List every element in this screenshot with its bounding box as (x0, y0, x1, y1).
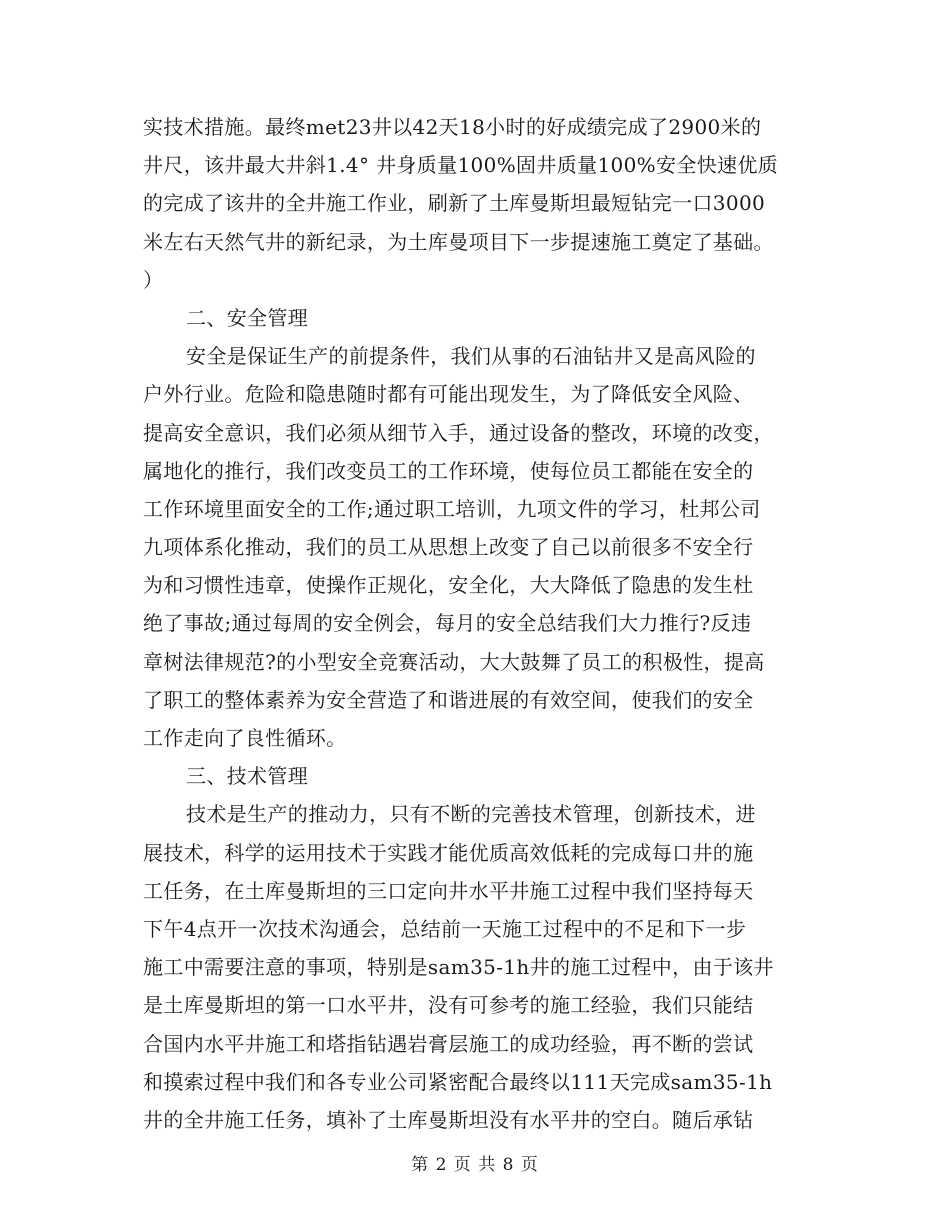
page-number-footer: 第 2 页 共 8 页 (411, 1155, 539, 1175)
text-line: 米左右天然气井的新纪录，为土库曼项目下一步提速施工奠定了基础。 (143, 229, 774, 254)
text-line: 是土库曼斯坦的第一口水平井，没有可参考的施工经验，我们只能结 (143, 993, 754, 1018)
text-line: 和摸索过程中我们和各专业公司紧密配合最终以111天完成sam35-1h (143, 1069, 773, 1094)
text-line: 合国内水平井施工和塔指钻遇岩膏层施工的成功经验，再不断的尝试 (143, 1031, 754, 1056)
text-line: 了职工的整体素养为安全营造了和谐进展的有效空间，使我们的安全 (143, 687, 754, 712)
text-line: 为和习惯性违章，使操作正规化，安全化，大大降低了隐患的发生杜 (143, 573, 754, 598)
text-line: 井尺，该井最大井斜1.4° 井身质量100%固井质量100%安全快速优质 (143, 153, 779, 178)
text-line: 工任务，在土库曼斯坦的三口定向井水平井施工过程中我们坚持每天 (143, 878, 754, 903)
text-line: 绝了事故;通过每周的安全例会，每月的安全总结我们大力推行?反违 (143, 611, 752, 636)
text-line: 工作环境里面安全的工作;通过职工培训，九项文件的学习，杜邦公司 (143, 496, 761, 521)
text-line: 九项体系化推动，我们的员工从思想上改变了自己以前很多不安全行 (143, 535, 754, 560)
paragraph-start-line: 安全是保证生产的前提条件，我们从事的石油钻井又是高风险的 (186, 344, 756, 369)
text-line: 施工中需要注意的事项，特别是sam35-1h井的施工过程中，由于该井 (143, 955, 774, 980)
text-line: 的完成了该井的全井施工作业，刷新了土库曼斯坦最短钻完一口3000 (143, 191, 766, 216)
text-line: 户外行业。危险和隐患随时都有可能出现发生，为了降低安全风险、 (143, 382, 754, 407)
text-line: 展技术，科学的运用技术于实践才能优质高效低耗的完成每口井的施 (143, 840, 754, 865)
text-line: 提高安全意识，我们必须从细节入手，通过设备的整改，环境的改变， (143, 420, 774, 445)
text-line: 章树法律规范?的小型安全竞赛活动，大大鼓舞了员工的积极性，提高 (143, 649, 765, 674)
text-line: 实技术措施。最终met23井以42天18小时的好成绩完成了2900米的 (143, 115, 762, 139)
paragraph-start-line: 技术是生产的推动力，只有不断的完善技术管理，创新技术，进 (186, 802, 756, 827)
body-text (143, 108, 808, 1139)
section-heading-technology: 三、技术管理 (186, 764, 309, 789)
text-line: 下午4点开一次技术沟通会，总结前一天施工过程中的不足和下一步 (143, 916, 747, 941)
text-line: ） (143, 267, 164, 292)
text-line: 属地化的推行，我们改变员工的工作环境，使每位员工都能在安全的 (143, 458, 754, 483)
text-line: 井的全井施工任务，填补了土库曼斯坦没有水平井的空白。随后承钻 (143, 1107, 754, 1132)
section-heading-safety: 二、安全管理 (186, 305, 309, 330)
text-line: 工作走向了良性循环。 (143, 726, 347, 750)
